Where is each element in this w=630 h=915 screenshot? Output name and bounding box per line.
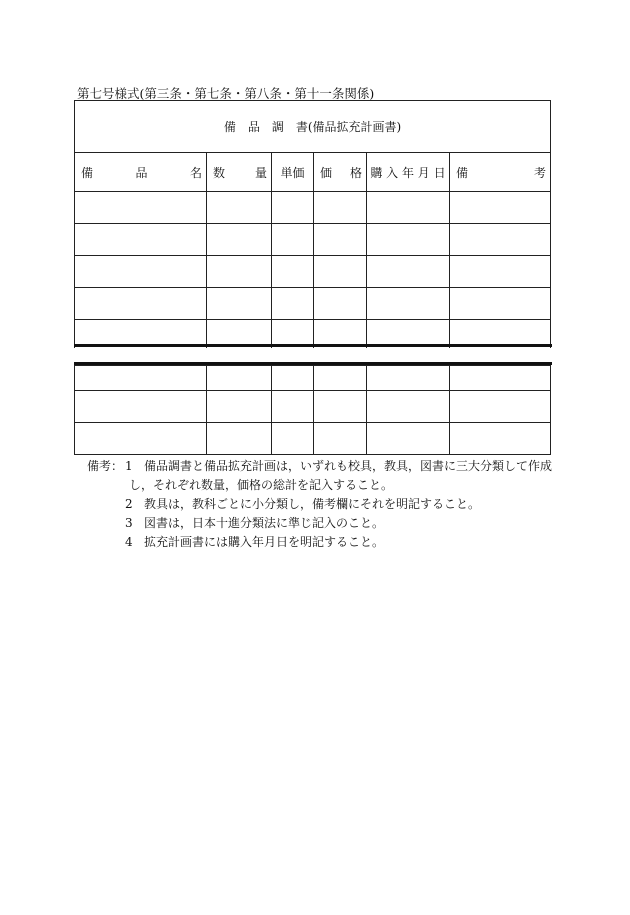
note-number: 2 <box>125 497 133 511</box>
note-item <box>87 533 552 552</box>
header-unit-price: 単価 <box>272 153 314 192</box>
table-break-gap <box>74 348 552 362</box>
table-break-line-top <box>74 344 552 347</box>
table-row <box>75 192 551 224</box>
note-number: 3 <box>125 516 133 530</box>
note-number: 1 <box>125 459 133 473</box>
note-item <box>87 457 552 476</box>
table-break-line-bottom <box>74 362 552 365</box>
table-row <box>75 320 551 345</box>
equipment-table <box>74 100 551 455</box>
table-row <box>75 224 551 256</box>
notes-section <box>87 457 552 552</box>
note-item <box>87 514 552 533</box>
note-item <box>87 495 552 514</box>
table-row <box>75 423 551 455</box>
equipment-table-container <box>74 100 550 455</box>
note-text: 教具は，教科ごとに小分類し，備考欄にそれを明記すること。 <box>144 497 481 511</box>
note-number: 4 <box>125 535 133 549</box>
note-text: 図書は，日本十進分類法に準じ記入のこと。 <box>144 516 385 530</box>
note-text: 備品調書と備品拡充計画は，いずれも校具，教具，図書に三大分類して作成 <box>144 459 553 473</box>
table-title: 備 品 調 書(備品拡充計画書) <box>75 101 551 153</box>
header-purchase-date: 購 入 年 月 日 <box>367 153 450 192</box>
header-item-name: 備 品 名 <box>75 153 207 192</box>
table-row <box>75 391 551 423</box>
table-row <box>75 256 551 288</box>
header-remarks: 備 考 <box>450 153 551 192</box>
note-text: 拡充計画書には購入年月日を明記すること。 <box>144 535 385 549</box>
header-price: 価 格 <box>314 153 367 192</box>
table-row <box>75 288 551 320</box>
note-text: し，それぞれ数量，価格の総計を記入すること。 <box>129 478 394 492</box>
form-number-label: 第七号様式(第三条・第七条・第八条・第十一条関係) <box>77 86 375 101</box>
note-continuation <box>87 476 552 495</box>
table-row <box>75 366 551 391</box>
header-row <box>75 153 551 192</box>
header-quantity: 数 量 <box>207 153 272 192</box>
notes-prefix: 備考： <box>87 459 124 473</box>
